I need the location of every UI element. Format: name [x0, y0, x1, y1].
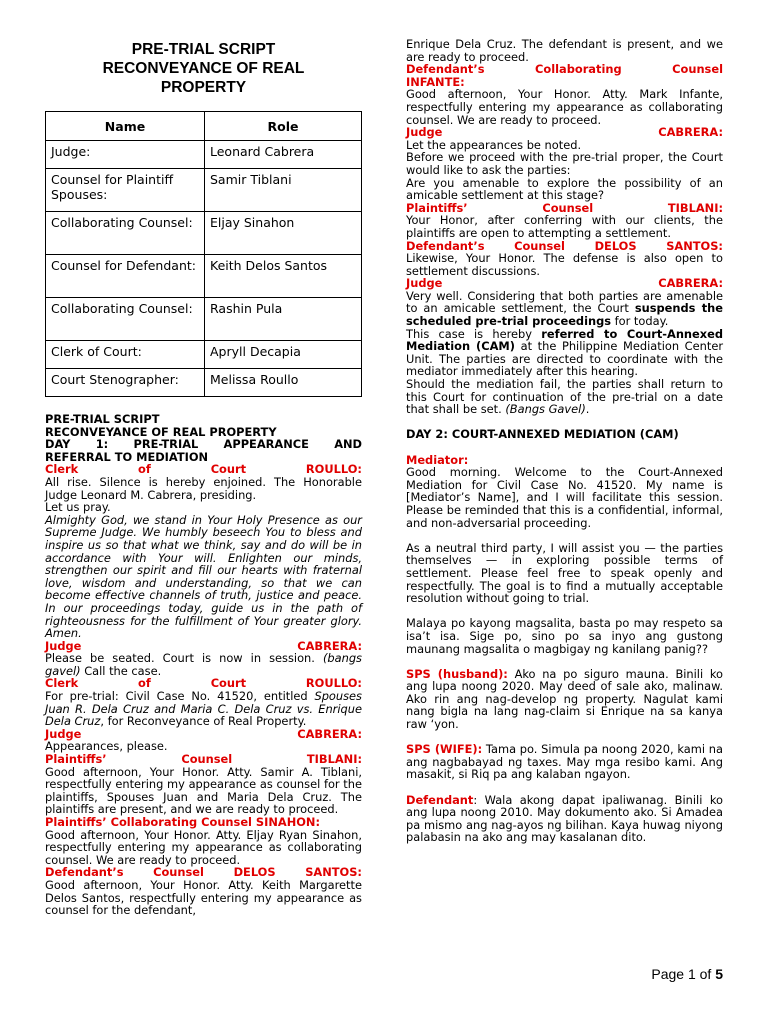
page-number: Page 1 of 5	[651, 966, 723, 982]
person-name-cell: Rashin Pula	[205, 298, 362, 341]
right-column	[406, 38, 723, 844]
table-row	[46, 341, 362, 369]
speaker-label: Clerk of Court ROULLO:	[45, 676, 362, 691]
dialogue-text: Good afternoon, Your Honor. Atty. Mark Infante, respectfully entering my appearance as collaborating counsel. We are ready to proceed.	[406, 87, 723, 127]
script-body-left	[45, 413, 362, 917]
role-title-cell: Clerk of Court:	[46, 341, 205, 369]
person-name-cell: Keith Delos Santos	[205, 255, 362, 298]
column-header-role: Role	[205, 112, 362, 141]
dialogue-text: Very well. Considering that both parties are amenable to an amicable settlement, the Court suspends the scheduled pre-trial proceedings for today.	[406, 288, 724, 329]
dialogue-text: Good afternoon, Your Honor. Atty. Samir A. Tiblani, respectfully entering my appearance as counsel for the plaintiffs, Spouses Juan and Maria Dela Cruz. The plaintiffs are present, and we are ready to proceed.	[45, 764, 362, 817]
dialogue-text: Let the appearances be noted.	[406, 137, 582, 152]
title-line: PROPERTY	[160, 79, 247, 96]
table-header-row	[46, 112, 362, 141]
title-line: PRE-TRIAL SCRIPT	[131, 41, 276, 58]
speaker-label: Plaintiffs’ Collaborating Counsel SINAHON:	[45, 815, 321, 829]
dialogue-text: All rise. Silence is hereby enjoined. The Honorable Judge Leonard M. Cabrera, presiding.	[45, 474, 362, 502]
table-row	[46, 298, 362, 341]
dialogue-text: Appearances, please.	[45, 739, 168, 754]
speaker-label: Judge CABRERA:	[406, 125, 723, 140]
dialogue-text: Enrique Dela Cruz. The defendant is present, and we are ready to proceed.	[406, 37, 723, 64]
speaker-label: Defendant’s Counsel DELOS SANTOS:	[406, 238, 723, 253]
role-title-cell: Judge:	[46, 141, 205, 169]
role-title-cell: Counsel for Defendant:	[46, 255, 205, 298]
dialogue-text: Good afternoon, Your Honor. Atty. Eljay Ryan Sinahon, respectfully entering my appearance as collaborating counsel. We are ready to proceed.	[45, 827, 362, 867]
role-title-cell: Court Stenographer:	[46, 369, 205, 397]
person-name-cell: Apryll Decapia	[205, 341, 362, 369]
document-title	[45, 40, 362, 97]
speaker-label: SPS (husband):	[406, 666, 508, 681]
day-heading: DAY 2: COURT-ANNEXED MEDIATION (CAM)	[406, 427, 679, 442]
dialogue-text: Malaya po kayong magsalita, basta po may respeto sa isa’t isa. Sige po, sino po sa inyo ang gustong maunang magsalita o magbigay ng kanilang panig??	[406, 616, 723, 656]
column-header-name: Name	[46, 112, 205, 141]
person-name-cell: Eljay Sinahon	[205, 212, 362, 255]
roles-table	[45, 111, 362, 397]
dialogue-text: Should the mediation fail, the parties shall return to this Court for continuation of the pre-trial on a date that shall be set. (Bangs Gavel).	[406, 377, 723, 417]
dialogue-text: Good morning. Welcome to the Court-Annexed Mediation for Civil Case No. 41520. My name is [Mediator’s Name], and I will facilitate this session. Please be reminded that this is a confidential, informal, and non-adversarial proceeding.	[406, 465, 723, 530]
speaker-label: SPS (WIFE):	[406, 742, 483, 757]
dialogue-text: Are you amenable to explore the possibility of an amicable settlement at this stage?	[406, 175, 723, 203]
dialogue-text: SPS (WIFE): Tama po. Simula pa noong 2020, kami na ang nagbabayad ng taxes. May mga resibo kami. Ang masakit, si Riq pa ang kalaban ngayon.	[406, 742, 723, 782]
person-name-cell: Samir Tiblani	[205, 169, 362, 212]
dialogue-text: Defendant: Wala akong dapat ipaliwanag. Binili ko ang lupa noong 2010. May dokumento ako. Si Amadea pa mismo ang nag-ayos ng bilihan. Kaya huwag niyong palabasin na ako ang may kasalanan dito.	[406, 792, 723, 845]
speaker-label: INFANTE:	[406, 74, 465, 89]
left-column	[45, 40, 362, 917]
day-heading: DAY 1: PRE-TRIAL APPEARANCE AND	[45, 437, 362, 452]
script-heading: RECONVEYANCE OF REAL PROPERTY	[45, 424, 277, 439]
dialogue-text: Likewise, Your Honor. The defense is also open to settlement discussions.	[406, 251, 723, 278]
title-line: RECONVEYANCE OF REAL	[102, 60, 305, 77]
role-title-cell: Counsel for Plaintiff Spouses:	[46, 169, 205, 212]
speaker-label: Judge CABRERA:	[406, 276, 723, 291]
dialogue-text: For pre-trial: Civil Case No. 41520, entitled Spouses Juan R. Dela Cruz and Maria C. Dela Cruz vs. Enrique Dela Cruz, for Reconveyance of Real Property.	[45, 689, 362, 729]
dialogue-text: SPS (husband): Ako na po siguro mauna. Binili ko ang lupa noong 2020. May deed of sale ako, malinaw. Ako rin ang nag-develop ng property. Nagulat kami nang bigla na lang nag-claim si Enrique na sa kanya raw ‘yon.	[406, 666, 723, 732]
role-title-cell: Collaborating Counsel:	[46, 212, 205, 255]
dialogue-text: Let us pray.	[45, 500, 111, 515]
speaker-label: Defendant	[406, 792, 474, 807]
prayer-text: Almighty God, we stand in Your Holy Presence as our Supreme Judge. We humbly beseech You to bless and inspire us so that what we think, say and do will be in accordance with Your will. Enlighten our minds, strengthen our spirit and fill our hearts with fraternal love, wisdom and understanding, so that we can become effective channels of truth, justice and peace. In our proceedings today, guide us in the path of righteousness for the fulfillment of Your greater glory. Amen.	[45, 512, 362, 641]
person-name-cell: Leonard Cabrera	[205, 141, 362, 169]
table-row	[46, 212, 362, 255]
speaker-label: Mediator:	[406, 452, 469, 467]
dialogue-text: As a neutral third party, I will assist you — the parties themselves — in exploring possible terms of settlement. Please feel free to speak openly and respectfully. The goal is to find a mutually acceptable resolution without going to trial.	[406, 540, 723, 606]
table-row	[46, 369, 362, 397]
dialogue-text: This case is hereby referred to Court-Annexed Mediation (CAM) at the Philippine Mediation Center Unit. The parties are directed to coordinate with the mediator immediately after this hearing.	[406, 326, 724, 379]
dialogue-text: Your Honor, after conferring with our clients, the plaintiffs are open to attempting a settlement.	[406, 213, 723, 240]
speaker-label: Defendant’s Counsel DELOS SANTOS:	[45, 865, 362, 880]
speaker-label: Judge CABRERA:	[45, 726, 362, 741]
table-row	[46, 141, 362, 169]
role-title-cell: Collaborating Counsel:	[46, 298, 205, 341]
person-name-cell: Melissa Roullo	[205, 369, 362, 397]
speaker-label: Plaintiffs’ Counsel TIBLANI:	[45, 752, 362, 767]
speaker-label: Clerk of Court ROULLO:	[45, 462, 362, 477]
day-heading: REFERRAL TO MEDIATION	[45, 449, 209, 464]
dialogue-text: Please be seated. Court is now in session. (bangs gavel) Call the case.	[45, 651, 362, 678]
speaker-label: Defendant’s Collaborating Counsel	[406, 62, 723, 77]
speaker-label: Judge CABRERA:	[45, 638, 362, 653]
dialogue-text: Before we proceed with the pre-trial proper, the Court would like to ask the parties:	[406, 150, 723, 177]
table-row	[46, 169, 362, 212]
speaker-label: Plaintiffs’ Counsel TIBLANI:	[406, 200, 723, 215]
script-heading: PRE-TRIAL SCRIPT	[45, 412, 160, 426]
dialogue-text: Good afternoon, Your Honor. Atty. Keith Margarette Delos Santos, respectfully entering my appearance as counsel for the defendant,	[45, 877, 362, 918]
table-row	[46, 255, 362, 298]
